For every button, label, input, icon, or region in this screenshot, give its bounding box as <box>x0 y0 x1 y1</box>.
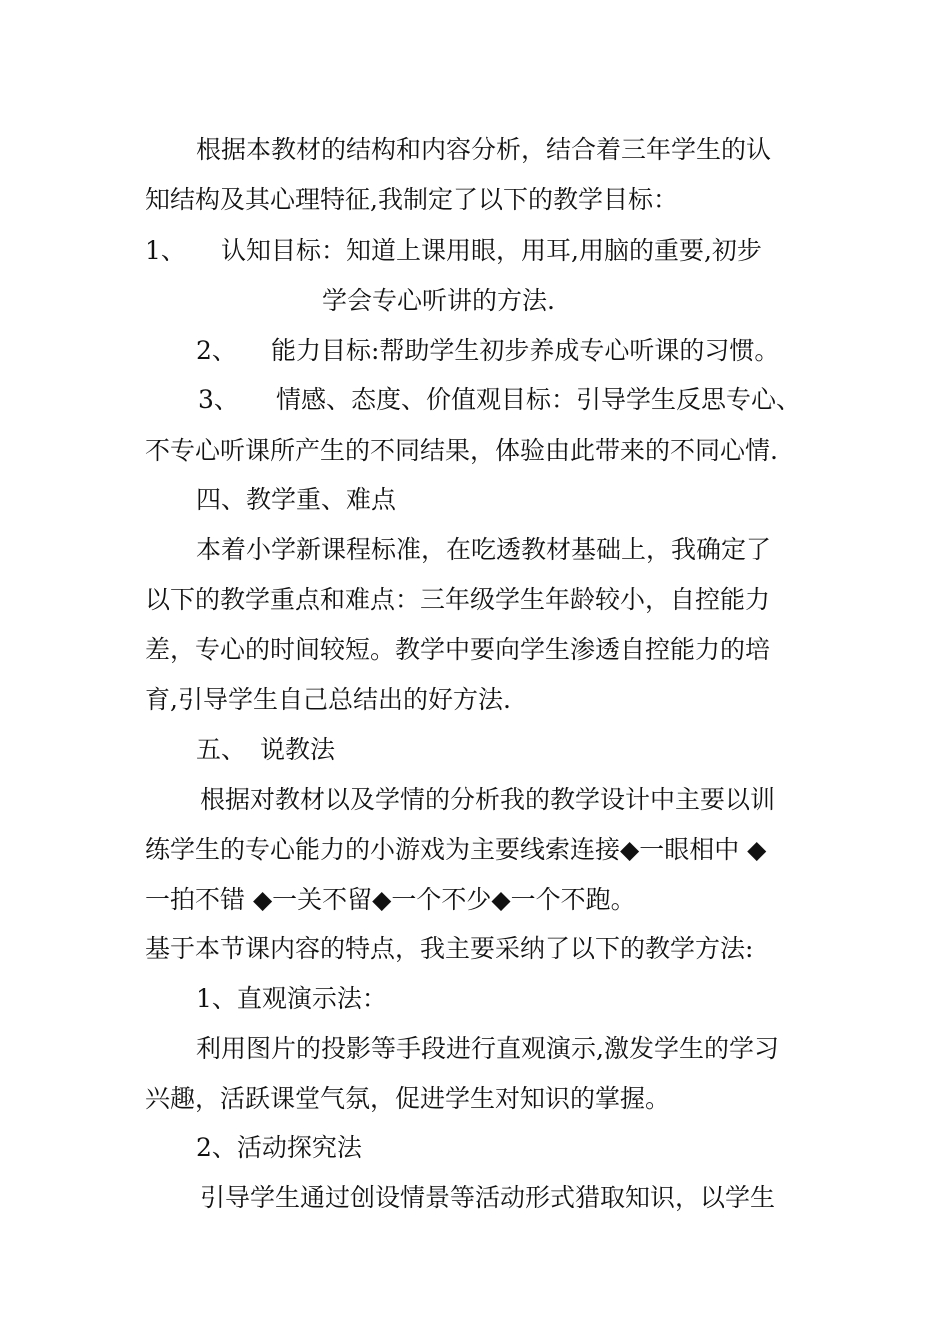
paragraph-line: 不专心听课所产生的不同结果，体验由此带来的不同心情. <box>145 436 778 465</box>
paragraph-line: 以下的教学重点和难点：三年级学生年龄较小，自控能力 <box>145 585 771 614</box>
paragraph-line: 情感、态度、价值观目标：引导学生反思专心、 <box>276 385 802 414</box>
paragraph-line: 知结构及其心理特征,我制定了以下的教学目标： <box>145 185 678 214</box>
paragraph-line: 根据对教材以及学情的分析我的教学设计中主要以训 <box>200 785 776 814</box>
paragraph-line: 引导学生通过创设情景等活动形式猎取知识，以学生 <box>200 1183 776 1212</box>
paragraph-line: 兴趣，活跃课堂气氛，促进学生对知识的掌握。 <box>145 1084 671 1113</box>
paragraph-line: 认知目标：知道上课用眼，用耳,用脑的重要,初步 <box>221 236 762 265</box>
paragraph-line: 根据本教材的结构和内容分析，结合着三年学生的认 <box>196 135 772 164</box>
paragraph-line: 本着小学新课程标准，在吃透教材基础上，我确定了 <box>196 535 772 564</box>
list-number: 1、 <box>145 236 186 265</box>
paragraph-line: 练学生的专心能力的小游戏为主要线索连接◆一眼相中 ◆ <box>145 835 767 864</box>
paragraph-line: 学会专心听讲的方法. <box>322 286 555 315</box>
paragraph-line: 能力目标:帮助学生初步养成专心听课的习惯。 <box>271 336 780 365</box>
list-number: 3、 <box>198 385 239 414</box>
paragraph-line: 一拍不错 ◆一关不留◆一个不少◆一个不跑。 <box>145 885 636 914</box>
paragraph-line: 利用图片的投影等手段进行直观演示,激发学生的学习 <box>196 1034 779 1063</box>
subheading: 2、活动探究法 <box>196 1133 362 1162</box>
section-number: 五、 <box>196 735 247 764</box>
paragraph-line: 育,引导学生自己总结出的好方法. <box>145 685 511 714</box>
subheading: 1、直观演示法： <box>196 984 387 1013</box>
section-heading: 四、教学重、难点 <box>196 485 397 514</box>
section-heading: 说教法 <box>260 735 336 764</box>
paragraph-line: 差，专心的时间较短。教学中要向学生渗透自控能力的培 <box>145 635 771 664</box>
paragraph-line: 基于本节课内容的特点，我主要采纳了以下的教学方法: <box>145 934 754 963</box>
list-number: 2、 <box>196 336 237 365</box>
